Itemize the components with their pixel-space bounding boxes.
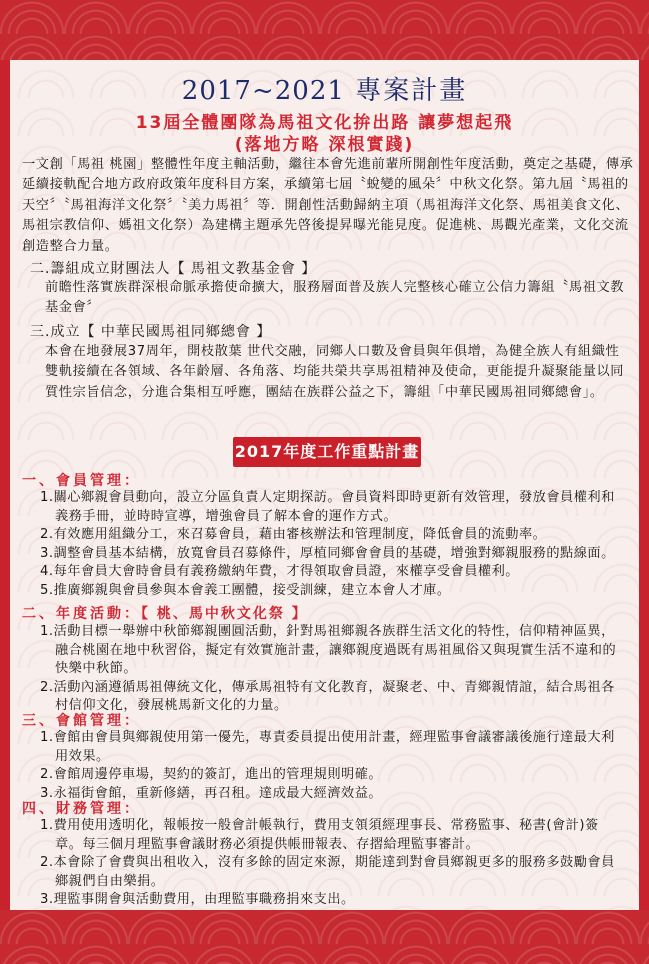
section-3-list [40,729,620,803]
section-4-title: 四、財務管理： [22,801,141,817]
list-item: 1.關心鄉親會員動向，設立分區負責人定期探訪。會員資料即時更新有效管理，發放會員權利和義務手冊，並時時宣導，增強會員了解本會的運作方式。 [40,490,615,524]
page-title [0,70,649,107]
title-text: 專案計畫 [355,76,468,106]
list-item: 3.調整會員基本結構，放寬會員召募條件，厚植同鄉會會員的基礎，增強對鄉親服務的點線面。 [40,545,615,561]
intro-paragraph-3: 本會在地發展37周年，開枝散葉 世代交融，同鄉人口數及會員與年俱增，為健全族人有組織性雙軌接續在各領域、各年齡層、各角落、均能共榮共享馬祖精神及使命，更能提升凝聚能量以同質性宗旨信念，分進合集相互呼應，團結在族群公益之下，籌組「中華民國馬祖同鄉總會」。 [45,344,625,400]
list-item: 2.活動內涵遵循馬祖傳統文化，傳承馬祖特有文化教育，凝聚老、中、青鄉親情誼，結合馬祖各村信仰文化，發展桃馬新文化的力量。 [40,679,615,713]
subtitle: 13屆全體團隊為馬祖文化拚出路 讓夢想起飛 [135,113,514,133]
section-1-title: 一、會員管理： [22,473,141,489]
list-item: 2.會館周邊停車場，契約的簽訂，進出的管理規則明確。 [40,767,383,782]
list-item: 3.理監事開會與活動費用，由理監事職務捐來支出。 [40,892,355,907]
section-2-title: 二、年度活動：【 桃、馬中秋文化祭 】 [22,606,308,622]
list-item: 2.本會除了會費與出租收入，沒有多餘的固定來源，期能達到對會員鄉親更多的服務多鼓勵會員鄉親們自由樂捐。 [40,855,615,889]
section-4-list [40,817,620,910]
title-years: 2017~2021 [181,76,345,106]
section-2-highlight: 【 桃、馬中秋文化祭 】 [141,606,308,622]
intro-heading-2: 二.籌組成立財團法人【 馬祖文教基金會 】 [30,261,317,277]
plan-banner: 2017年度工作重點計畫 [233,437,421,467]
top-decorative-band [0,0,649,60]
list-item: 4.每年會員大會時會員有義務繳納年費，才得領取會員證，來權享受會員權利。 [40,564,519,579]
intro-paragraph-2: 前瞻性落實族群深根命脈承擔使命擴大，服務層面普及族人完整核心確立公信力籌組〝馬祖文教基金會〞 [45,280,625,316]
subtitle-2: (落地方略 深根實踐) [234,135,415,155]
intro-paragraph-1: 一文創「馬祖 桃園」整體性年度主軸活動，繼往本會先進前輩所開創性年度活動，奠定之基礎，傳承延續接軌配合地方政府政策年度科目方案，承續第七屆〝蛻變的風朵〞中秋文化祭。第九屆〝馬祖的天空〞〝馬祖海洋文化祭〞〝美力馬祖〞等．開創性活動歸納主項（馬祖海洋文化祭、馬祖美食文化、馬祖宗教信仰、媽祖文化祭）為建構主題承先啓後提昇曝光能見度。促進桃、馬觀光產業，文化交流創造整合力量。 [22,157,634,254]
list-item: 5.推廣鄉親與會員參與本會義工團體，接受訓練，建立本會人才庫。 [40,582,451,598]
list-item: 1.會館由會員與鄉親使用第一優先，專責委員提出使用計畫，經理監事會議審議後施行達最大利用效果。 [40,730,615,764]
list-item: 1.活動目標一舉辦中秋節鄉親團圓活動，針對馬祖鄉親各族群生活文化的特性，信仰精神區異，融合桃園在地中秋習俗，擬定有效實施計畫，讓鄉親度過既有馬祖風俗又與現實生活不違和的快樂中秋節。 [40,624,617,676]
intro-heading-3: 三.成立【 中華民國馬祖同鄉總會 】 [30,324,272,340]
section-2-list [40,623,620,716]
bottom-decorative-band [0,910,649,964]
list-item: 3.永福街會館，重新修繕，再召租。達成最大經濟效益。 [40,785,383,801]
section-1-list [40,489,620,600]
section-3-title: 三、會館管理： [22,713,141,729]
list-item: 1.費用使用透明化，報帳按一般會計帳執行，費用支領須經理事長、常務監事、秘書(會計)簽章。每三個月理監事會議財務必須提供帳冊報表、存摺給理監事審計。 [40,818,599,852]
list-item: 2.有效應用組織分工，來召募會員，藉由審核辦法和管理制度，降低會員的流動率。 [40,527,547,542]
